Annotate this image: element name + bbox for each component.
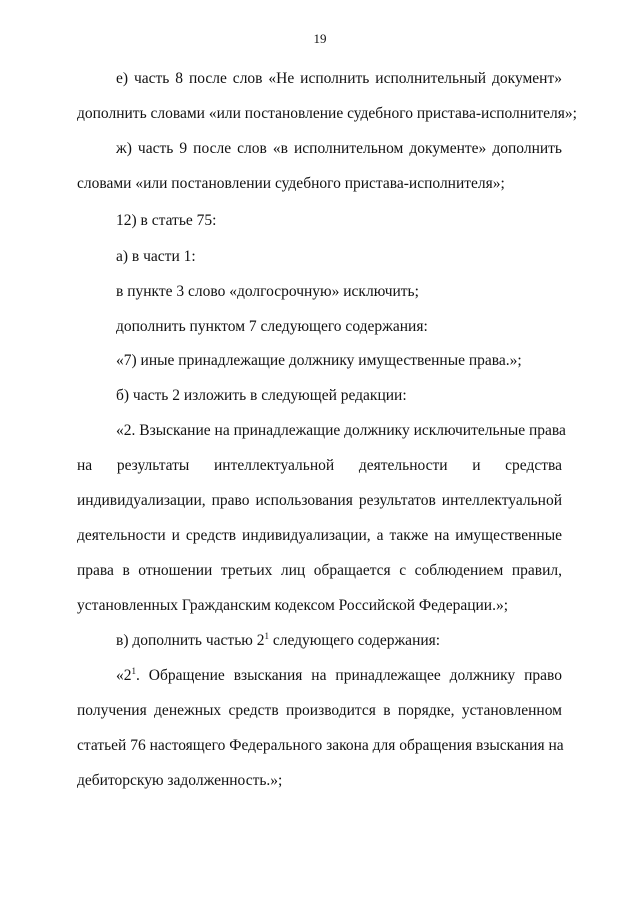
text-line: е) часть 8 после слов «Не исполнить исполнительный документ» xyxy=(116,70,562,87)
text-line: «7) иные принадлежащие должнику имущественные права.»; xyxy=(116,352,522,369)
text-fragment: следующего содержания: xyxy=(268,632,441,649)
text-line: права в отношении третьих лиц обращается с соблюдением правил, xyxy=(77,562,562,579)
text-line: ж) часть 9 после слов «в исполнительном документе» дополнить xyxy=(116,140,562,157)
text-line: 12) в статье 75: xyxy=(116,212,217,229)
text-fragment: в) дополнить частью 2 xyxy=(116,632,265,649)
text-line: дополнить словами «или постановление судебного пристава-исполнителя»; xyxy=(77,105,577,122)
text-fragment: . Обращение взыскания на принадлежащее должнику право xyxy=(136,667,562,684)
text-line: установленных Гражданским кодексом Российской Федерации.»; xyxy=(77,597,509,614)
text-line: индивидуализации, право использования результатов интеллектуальной xyxy=(77,492,562,509)
text-line: в пункте 3 слово «долгосрочную» исключить; xyxy=(116,283,419,300)
text-line: б) часть 2 изложить в следующей редакции: xyxy=(116,387,407,404)
text-fragment: «2 xyxy=(116,667,132,684)
text-line: а) в части 1: xyxy=(116,248,196,265)
text-line: статьей 76 настоящего Федерального закона для обращения взыскания на xyxy=(77,737,564,754)
text-line: словами «или постановлении судебного пристава-исполнителя»; xyxy=(77,175,505,192)
text-line: получения денежных средств производится в порядке, установленном xyxy=(77,702,562,719)
text-line xyxy=(116,667,562,685)
page-number: 19 xyxy=(313,31,327,46)
text-line: дебиторскую задолженность.»; xyxy=(77,772,283,789)
text-line: деятельности и средств индивидуализации, а также на имущественные xyxy=(77,527,562,544)
text-line: «2. Взыскание на принадлежащие должнику исключительные права xyxy=(116,422,566,439)
text-line: дополнить пунктом 7 следующего содержания: xyxy=(116,318,428,335)
superscript: 1 xyxy=(264,631,269,641)
text-line: на результаты интеллектуальной деятельности и средства xyxy=(77,457,562,474)
text-line xyxy=(116,632,440,650)
superscript: 1 xyxy=(131,666,136,676)
